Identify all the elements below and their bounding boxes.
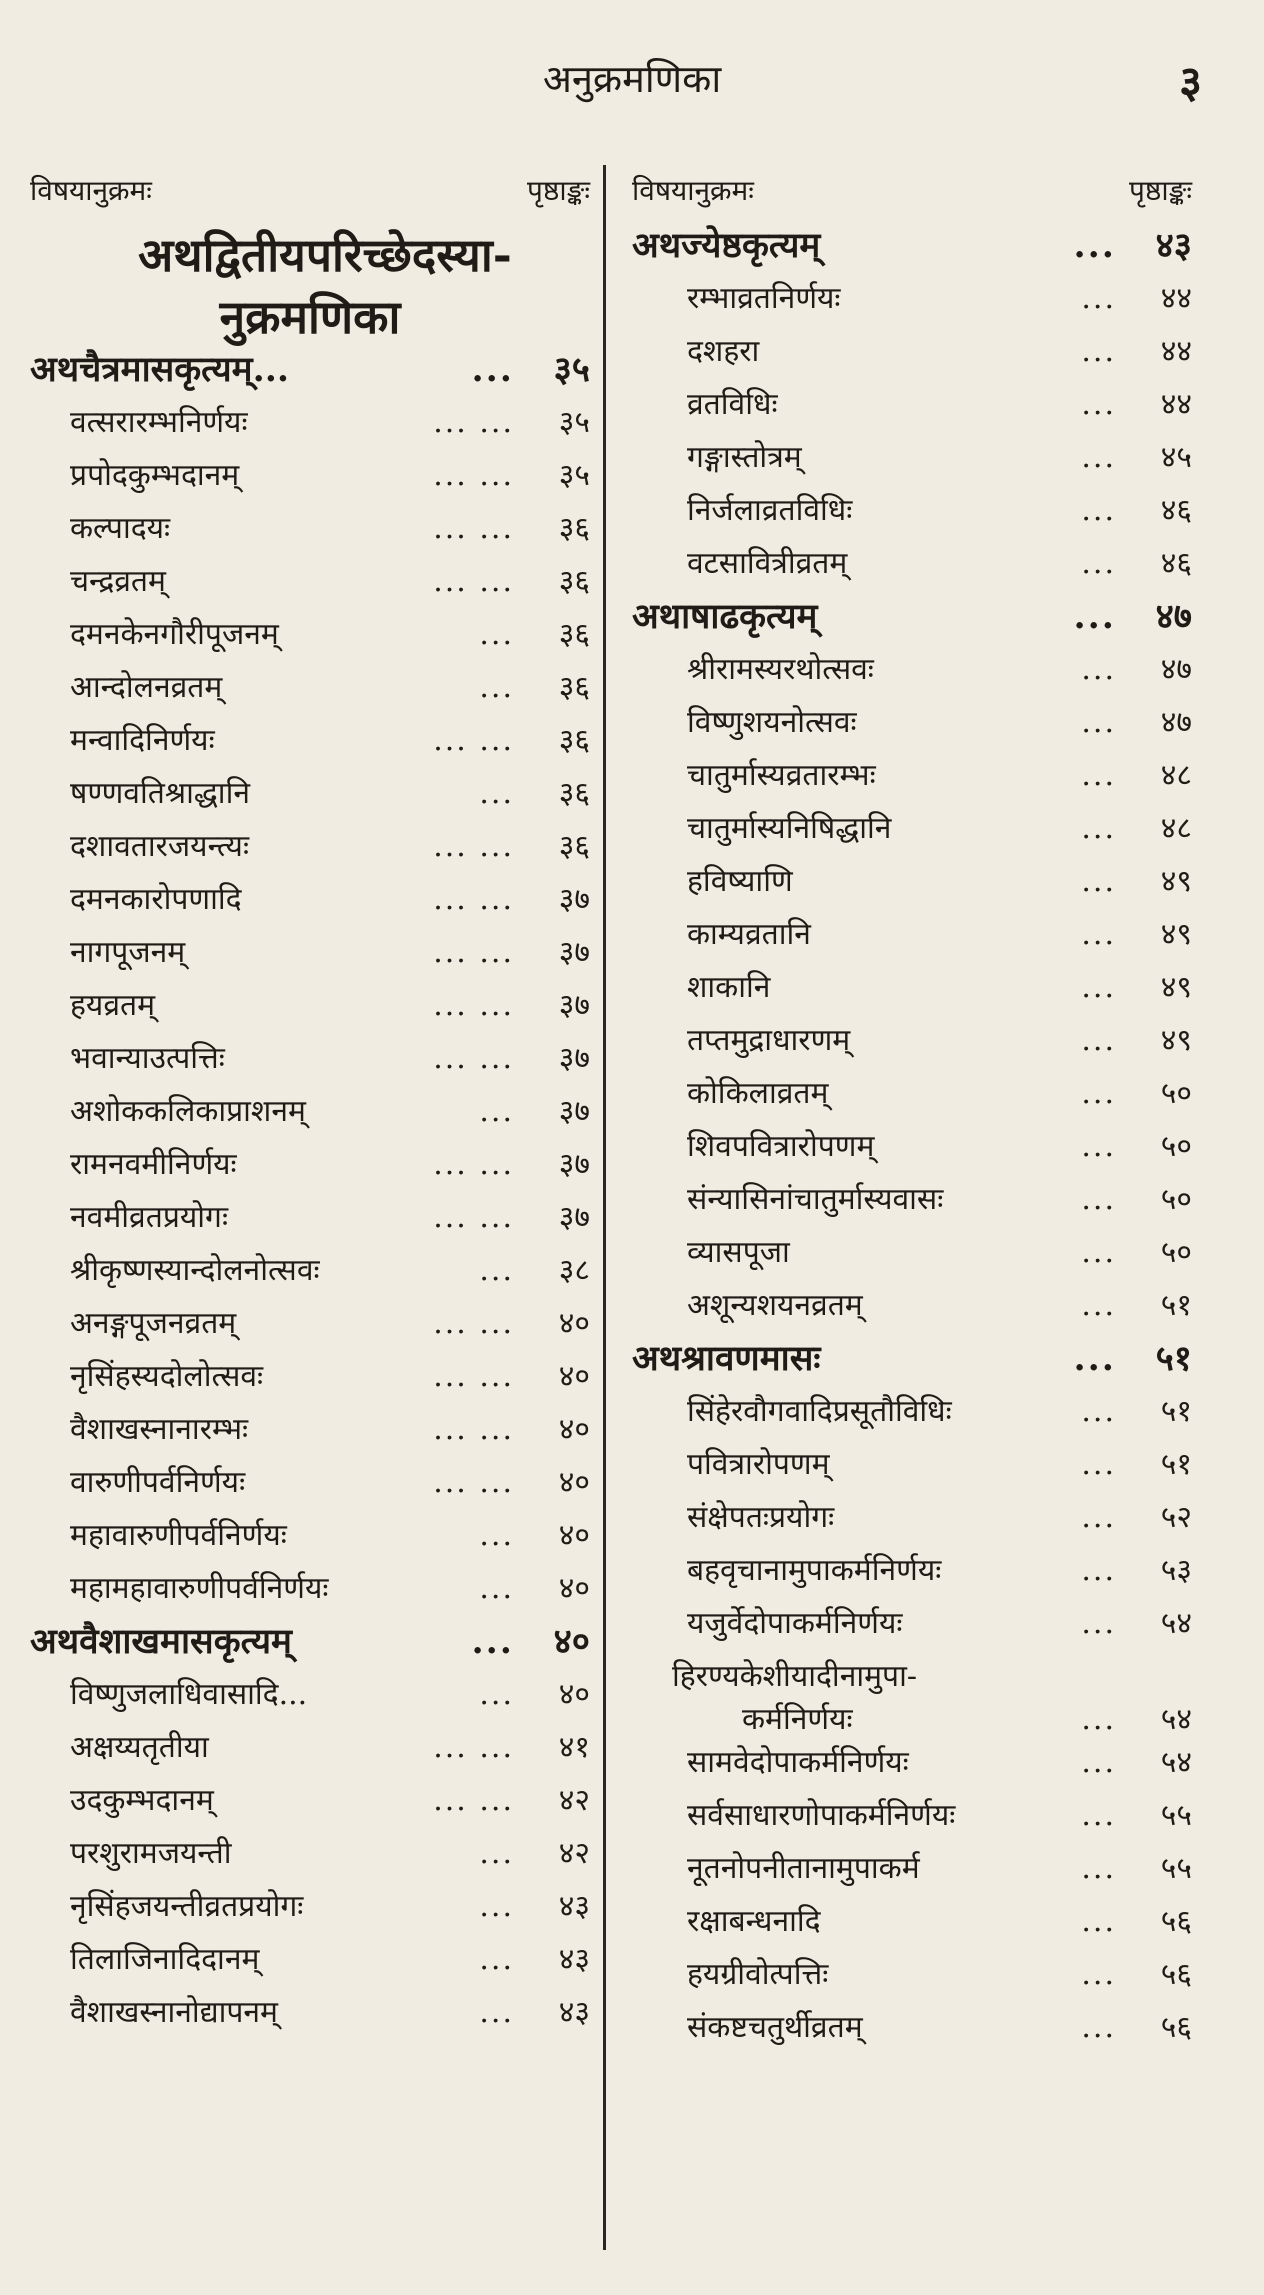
toc-entry [30,1832,590,1885]
page-ref: ३६ [558,670,590,705]
entry-label: यजुर्वेदोपाकर्मनिर्णयः [687,1606,903,1641]
leader-dots: ... [479,1942,514,1977]
page-ref: ५१ [1160,1394,1192,1429]
toc-entry [632,648,1192,701]
toc-entry [30,1249,590,1302]
entry-label: मन्वादिनिर्णयः [70,723,215,758]
toc-entry [632,489,1192,542]
leader-dots: ... [1081,705,1116,740]
toc-entry [632,1496,1192,1549]
entry-label: संकष्टचतुर्थीव्रतम् [687,2010,863,2045]
toc-entry [30,1991,590,2044]
toc-entry [30,1302,590,1355]
page-ref: ४३ [1155,225,1192,266]
toc-entry [632,1019,1192,1072]
leader-dots: ... [1081,1394,1116,1429]
page-heading: पृष्ठाङ्कः [526,174,590,207]
toc-entry [30,1461,590,1514]
entry-label-continued: कर्मनिर्णयः [742,1702,853,1737]
leader-dots: ... [479,776,514,811]
entry-label: सामवेदोपाकर्मनिर्णयः [687,1745,909,1780]
toc-entry [30,984,590,1037]
leader-dots: ... [1081,917,1116,952]
leader-dots: ... [1073,596,1116,637]
entry-label: अक्षय्यतृतीया [70,1730,209,1765]
toc-entry [632,383,1192,436]
toc-entry [632,330,1192,383]
entry-label: भवान्याउत्पत्तिः [70,1041,225,1076]
leader-dots: ... [1081,1023,1116,1058]
page-ref: ४२ [558,1783,590,1818]
entry-label: श्रीकृष्णस्यान्दोलनोत्सवः [70,1253,320,1288]
entry-label: महामहावारुणीपर्वनिर्णयः [70,1571,329,1606]
page-ref: ५४ [1160,1702,1192,1737]
leader-dots: ... ... [433,1359,514,1394]
toc-entry [632,1125,1192,1178]
column-header [632,170,1192,212]
toc-entry [632,913,1192,966]
entry-label: चातुर्मास्यनिषिद्धानि [687,811,892,846]
leader-dots: ... [1081,334,1116,369]
leader-dots: ... ... [433,935,514,970]
entry-label: विष्णुशयनोत्सवः [687,705,857,740]
leader-dots: ... [1081,1904,1116,1939]
page-ref: ५५ [1160,1798,1192,1833]
page-ref: ४० [558,1306,590,1341]
toc-entry [30,613,590,666]
page-ref: ४० [558,1571,590,1606]
column-divider [603,165,606,2250]
page-ref: ४३ [558,1942,590,1977]
leader-dots: ... [1081,1235,1116,1270]
page-ref: ४५ [1160,440,1192,475]
leader-dots: ... [1081,2010,1116,2045]
page-ref: ५२ [1160,1500,1192,1535]
subject-heading: विषयानुक्रमः [30,174,152,207]
entry-label: दमनकारोपणादि [70,882,242,917]
entry-label: नवमीव्रतप्रयोगः [70,1200,229,1235]
entry-label: वैशाखस्नानोद्यापनम् [70,1995,278,2030]
leader-dots: ... ... [433,1306,514,1341]
page-ref: ३७ [558,935,590,970]
page-ref: ४६ [1160,546,1192,581]
leader-dots: ... ... [433,1730,514,1765]
page-ref: ४९ [1160,970,1192,1005]
leader-dots: ... [1081,1288,1116,1323]
leader-dots: ... [479,1677,514,1712]
page-ref: ३७ [558,1200,590,1235]
page-ref: ४९ [1160,1023,1192,1058]
page-ref: ५४ [1160,1606,1192,1641]
leader-dots: ... [471,1621,514,1662]
toc-entry [30,1090,590,1143]
subject-heading: विषयानुक्रमः [632,174,754,207]
page-ref: ३५ [558,405,590,440]
toc-entry [632,701,1192,754]
leader-dots: ... [1081,493,1116,528]
page-ref: ४० [558,1677,590,1712]
entry-label: दमनकेनगौरीपूजनम् [70,617,279,652]
entry-label: वटसावित्रीव्रतम् [687,546,848,581]
entry-label: प्रपोदकुम्भदानम् [70,458,240,493]
entry-label: रक्षाबन्धनादि [687,1904,821,1939]
leader-dots: ... [1081,387,1116,422]
leader-dots: ... [1081,1798,1116,1833]
toc-entry [30,1514,590,1567]
page-ref: ५० [1160,1129,1192,1164]
entry-label: हविष्याणि [687,864,793,899]
toc-entry [30,878,590,931]
page-ref: ३६ [558,564,590,599]
entry-label: अथश्रावणमासः [632,1338,821,1379]
page-ref: ४३ [558,1995,590,2030]
toc-entry [30,1143,590,1196]
page-ref: ३५ [558,458,590,493]
entry-continuation [632,1698,1192,1741]
toc-entry [632,436,1192,489]
page-ref: ४७ [1155,596,1192,637]
entry-label: व्यासपूजा [687,1235,790,1270]
toc-entry [632,2006,1192,2059]
page-ref: ४३ [558,1889,590,1924]
chapter-title-line-1: अथद्वितीयपरिच्छेदस्या- [138,228,512,282]
page-ref: ५१ [1155,1338,1192,1379]
entry-label: पवित्रारोपणम् [687,1447,830,1482]
entry-label: परशुरामजयन्ती [70,1836,232,1871]
toc-entry [632,542,1192,595]
page-number: ३ [1179,57,1202,108]
entry-label: वारुणीपर्वनिर्णयः [70,1465,246,1500]
page-heading: पृष्ठाङ्कः [1128,174,1192,207]
entry-label: अशून्यशयनव्रतम् [687,1288,863,1323]
page-ref: ५१ [1160,1447,1192,1482]
entry-label: नृसिंहस्यदोलोत्सवः [70,1359,264,1394]
column-header [30,170,590,212]
toc-entry [30,1726,590,1779]
toc-entry [632,1072,1192,1125]
page-ref: ४७ [1160,652,1192,687]
entry-label: महावारुणीपर्वनिर्णयः [70,1518,287,1553]
page-ref: ३६ [558,829,590,864]
page-ref: ३६ [558,723,590,758]
leader-dots: ... ... [433,1783,514,1818]
leader-dots: ... [479,1995,514,2030]
toc-entry [30,1355,590,1408]
leader-dots: ... [479,1094,514,1129]
entry-label: वत्सरारम्भनिर्णयः [70,405,248,440]
page-ref: ४६ [1160,493,1192,528]
entry-label: शिवपवित्रारोपणम् [687,1129,875,1164]
leader-dots: ... [1081,1553,1116,1588]
entry-label: नूतनोपनीतानामुपाकर्म [687,1851,920,1886]
leader-dots: ... [1081,1851,1116,1886]
right-column [632,170,1192,2059]
toc-entry [632,1390,1192,1443]
entry-label: शाकानि [687,970,771,1005]
leader-dots: ... [1081,970,1116,1005]
leader-dots: ... ... [433,882,514,917]
toc-entry [30,1779,590,1832]
page-ref: ३६ [558,511,590,546]
leader-dots: ... ... [433,511,514,546]
page-ref: ५३ [1160,1553,1192,1588]
entry-label: षण्णवतिश्राद्धानि [70,776,250,811]
leader-dots: ... ... [433,458,514,493]
page-ref: ३७ [558,882,590,917]
page-ref: ४४ [1160,334,1192,369]
toc-entry [30,1673,590,1726]
entry-label: कोकिलाव्रतम् [687,1076,829,1111]
toc-entry [30,1196,590,1249]
toc-entry [30,1567,590,1620]
leader-dots: ... ... [433,988,514,1023]
leader-dots: ... [1081,811,1116,846]
entry-label: तप्तमुद्राधारणम् [687,1023,851,1058]
leader-dots: ... [1081,1500,1116,1535]
entry-label: संक्षेपतःप्रयोगः [687,1500,835,1535]
page-ref: ४७ [1160,705,1192,740]
entry-label: अशोककलिकाप्राशनम् [70,1094,306,1129]
entry-label: काम्यव्रतानि [687,917,811,952]
page-ref: ३६ [558,617,590,652]
leader-dots: ... [479,617,514,652]
leader-dots: ... ... [433,564,514,599]
toc-entry [632,1655,1192,1741]
leader-dots: ... ... [433,1465,514,1500]
right-entry-list [632,224,1192,2059]
toc-entry [30,1408,590,1461]
toc-entry [632,1602,1192,1655]
entry-label: चन्द्रव्रतम् [70,564,166,599]
entry-label: बहवृचानामुपाकर्मनिर्णयः [687,1553,942,1588]
page-ref: ४२ [558,1836,590,1871]
entry-label: विष्णुजलाधिवासादि... [70,1677,308,1712]
leader-dots: ... [479,1253,514,1288]
section-heading [632,224,1192,277]
page-ref: ४९ [1160,917,1192,952]
entry-label: दशावतारजयन्त्यः [70,829,250,864]
page-ref: ५१ [1160,1288,1192,1323]
toc-entry [30,1885,590,1938]
toc-entry [30,825,590,878]
entry-label: चातुर्मास्यव्रतारम्भः [687,758,876,793]
toc-entry [632,1953,1192,2006]
leader-dots: ... ... [433,723,514,758]
toc-entry [30,454,590,507]
page-ref: ५० [1160,1076,1192,1111]
page-ref: ३६ [558,776,590,811]
page-ref: ४८ [1160,811,1192,846]
leader-dots: ... [1081,546,1116,581]
toc-entry [632,1549,1192,1602]
entry-label: रम्भाव्रतनिर्णयः [687,281,841,316]
leader-dots: ... [1081,1182,1116,1217]
toc-entry [632,754,1192,807]
entry-label: अथचैत्रमासकृत्यम्... [30,349,290,390]
leader-dots: ... [1081,1606,1116,1641]
leader-dots: ... [479,1571,514,1606]
toc-entry [30,772,590,825]
leader-dots: ... [1081,864,1116,899]
running-title: अनुक्रमणिका [542,57,722,101]
entry-label: गङ्गास्तोत्रम् [687,440,802,475]
toc-entry [632,1443,1192,1496]
entry-label: रामनवमीनिर्णयः [70,1147,237,1182]
entry-label: दशहरा [687,334,760,369]
page-ref: ३७ [558,1041,590,1076]
page-ref: ५४ [1160,1745,1192,1780]
page-ref: ४० [558,1518,590,1553]
leader-dots: ... [1073,1338,1116,1379]
leader-dots: ... [479,1518,514,1553]
page-ref: ४९ [1160,864,1192,899]
page-ref: ५० [1160,1235,1192,1270]
leader-dots: ... ... [433,1412,514,1447]
leader-dots: ... ... [433,1200,514,1235]
leader-dots: ... [471,349,514,390]
toc-entry [632,1231,1192,1284]
page-ref: ३७ [558,1094,590,1129]
chapter-title-line-2: नुक्रमणिका [219,290,401,344]
page-ref: ४४ [1160,281,1192,316]
toc-entry [632,1741,1192,1794]
toc-entry [30,560,590,613]
toc-entry [30,507,590,560]
leader-dots: ... [1081,1129,1116,1164]
page-ref: ३७ [558,1147,590,1182]
leader-dots: ... ... [433,1147,514,1182]
page-ref: ५६ [1160,1904,1192,1939]
toc-entry [632,1847,1192,1900]
entry-label: अथवैशाखमासकृत्यम् [30,1621,292,1662]
section-heading [30,1620,590,1673]
section-heading [30,348,590,401]
page-ref: ५६ [1160,2010,1192,2045]
page-ref: ४० [558,1465,590,1500]
leader-dots: ... [1081,1957,1116,1992]
entry-label: हयव्रतम् [70,988,156,1023]
toc-entry [632,807,1192,860]
page-ref: ५५ [1160,1851,1192,1886]
toc-entry [632,277,1192,330]
toc-entry [30,401,590,454]
leader-dots: ... [1081,1076,1116,1111]
entry-label: उदकुम्भदानम् [70,1783,214,1818]
leader-dots: ... [1081,652,1116,687]
section-heading [632,1337,1192,1390]
toc-entry [632,966,1192,1019]
entry-label: नृसिंहजयन्तीव्रतप्रयोगः [70,1889,304,1924]
left-column [30,170,590,2044]
toc-entry [632,860,1192,913]
leader-dots: ... [1081,1702,1116,1737]
entry-label: अनङ्गपूजनव्रतम् [70,1306,237,1341]
page-ref: ४१ [558,1730,590,1765]
page-header [0,40,1264,130]
leader-dots: ... [1081,1447,1116,1482]
entry-label: श्रीरामस्यरथोत्सवः [687,652,874,687]
entry-label: व्रतविधिः [687,387,778,422]
section-heading [632,595,1192,648]
entry-label: कल्पादयः [70,511,171,546]
leader-dots: ... [1081,440,1116,475]
toc-entry [632,1794,1192,1847]
page-ref: ४० [558,1359,590,1394]
toc-entry [632,1178,1192,1231]
entry-label: वैशाखस्नानारम्भः [70,1412,249,1447]
leader-dots: ... ... [433,829,514,864]
entry-label: निर्जलाव्रतविधिः [687,493,853,528]
toc-entry [632,1900,1192,1953]
leader-dots: ... [479,670,514,705]
leader-dots: ... ... [433,1041,514,1076]
leader-dots: ... [1081,1745,1116,1780]
leader-dots: ... [1081,281,1116,316]
page-ref: ४८ [1160,758,1192,793]
entry-label: हयग्रीवोत्पत्तिः [687,1957,829,1992]
page-ref: ३८ [558,1253,590,1288]
left-entry-list [30,348,590,2044]
toc-entry [30,666,590,719]
leader-dots: ... [479,1889,514,1924]
page-ref: ३५ [553,349,590,390]
page-ref: ३७ [558,988,590,1023]
page-ref: ५० [1160,1182,1192,1217]
leader-dots: ... [479,1836,514,1871]
entry-label: सर्वसाधारणोपाकर्मनिर्णयः [687,1798,956,1833]
toc-entry [632,1284,1192,1337]
entry-label: तिलाजिनादिदानम् [70,1942,260,1977]
toc-entry [30,931,590,984]
entry-label: अथाषाढकृत्यम् [632,596,818,637]
entry-label: आन्दोलनव्रतम् [70,670,223,705]
page-ref: ५६ [1160,1957,1192,1992]
toc-entry [30,1037,590,1090]
leader-dots: ... [1073,225,1116,266]
leader-dots: ... ... [433,405,514,440]
page-ref: ४० [558,1412,590,1447]
entry-label: नागपूजनम् [70,935,186,970]
entry-label: संन्यासिनांचातुर्मास्यवासः [687,1182,944,1217]
entry-label: हिरण्यकेशीयादीनामुपा- [672,1659,918,1694]
page-ref: ४० [553,1621,590,1662]
page-ref: ४४ [1160,387,1192,422]
entry-label: अथज्येष्ठकृत्यम् [632,225,821,266]
toc-entry [30,1938,590,1991]
leader-dots: ... [1081,758,1116,793]
toc-entry [30,719,590,772]
entry-label: सिंहेरवौगवादिप्रसूतौविधिः [687,1394,952,1429]
